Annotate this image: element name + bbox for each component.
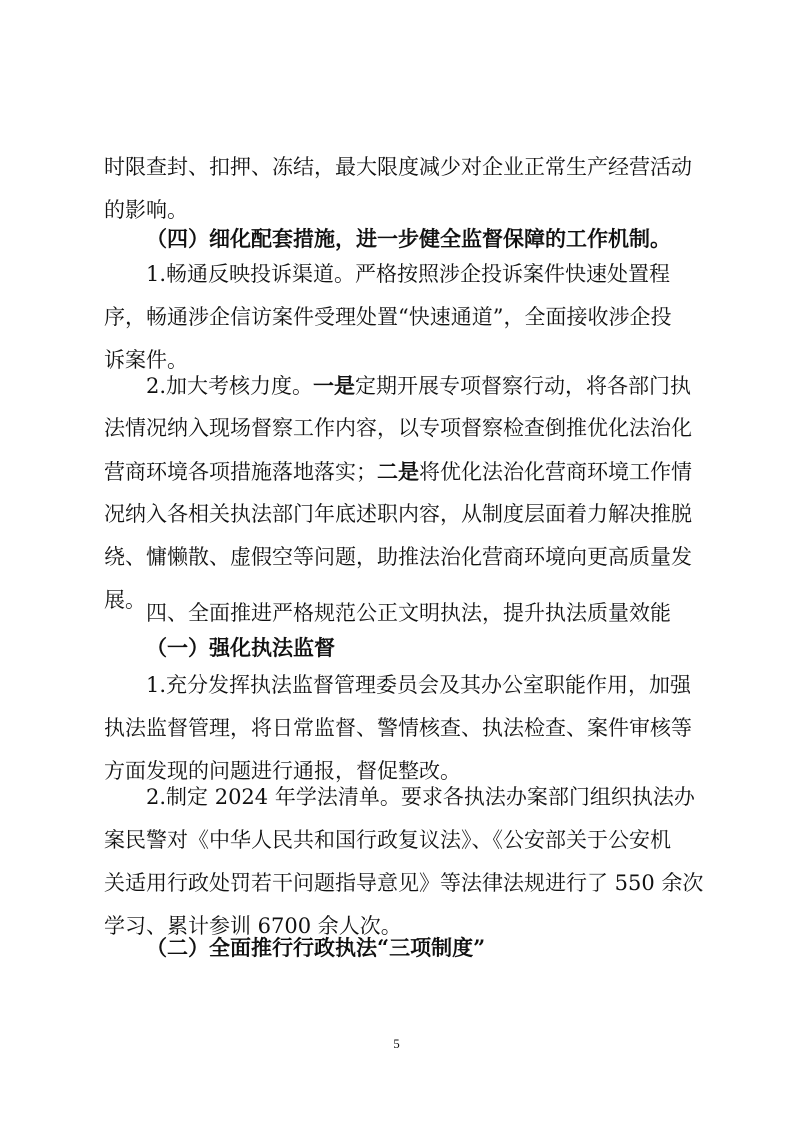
paragraph-study-list	[104, 776, 704, 948]
text-line: 绕、慵懒散、虚假空等问题，助推法治化营商环境向更高质量发	[104, 545, 692, 569]
text-line: 况纳入各相关执法部门年底述职内容，从制度层面着力解决推脱	[104, 502, 692, 526]
text-line	[104, 364, 694, 407]
text-line: 时限查封、扣押、冻结，最大限度减少对企业正常生产经营活动	[104, 155, 692, 179]
text-line: 学习、累计参训 6700 余人次。	[104, 914, 402, 938]
text-line: （二）全面推行行政执法“三项制度”	[146, 935, 486, 960]
text-line: 2.制定 2024 年学法清单。要求各执法办案部门组织执法办	[146, 785, 695, 809]
text-run: 2.加大考核力度。	[146, 374, 314, 398]
text-line	[104, 450, 694, 493]
text-line: 方面发现的问题进行通报，督促整改。	[104, 759, 461, 783]
text-line: 展。	[104, 588, 146, 612]
text-line: （一）强化执法监督	[146, 635, 335, 660]
paragraph-complaint-channel	[104, 253, 694, 382]
text-run: 营商环境各项措施落地落实；	[104, 460, 377, 484]
bold-marker-first: 一是	[313, 373, 356, 398]
text-line: 四、全面推进严格规范公正文明执法，提升执法质量效能	[146, 601, 671, 625]
page-number: 5	[393, 1036, 400, 1051]
text-line: 的影响。	[104, 198, 188, 222]
text-line: 关适用行政处罚若干问题指导意见》等法律法规进行了 550 余次	[104, 871, 704, 895]
bold-marker-second: 二是	[377, 459, 419, 484]
text-run: 定期开展专项督察行动，将各部门执	[355, 374, 692, 398]
text-run: 将优化法治化营商环境工作情	[419, 460, 692, 484]
text-line: （四）细化配套措施，进一步健全监督保障的工作机制。	[146, 226, 671, 251]
paragraph-assessment	[104, 364, 694, 622]
text-line: 执法监督管理，将日常监督、警情核查、执法检查、案件审核等	[104, 716, 692, 740]
text-line: 诉案件。	[104, 348, 188, 372]
text-line: 1.畅通反映投诉渠道。严格按照涉企投诉案件快速处置程	[146, 262, 671, 286]
subheading-two	[104, 926, 736, 969]
text-line: 序，畅通涉企信访案件受理处置“快速通道”，全面接收涉企投	[104, 305, 672, 329]
text-line: 法情况纳入现场督察工作内容，以专项督察检查倒推优化法治化	[104, 416, 692, 440]
text-line: 案民警对《中华人民共和国行政复议法》、《公安部关于公安机	[104, 828, 671, 852]
text-line: 1.充分发挥执法监督管理委员会及其办公室职能作用，加强	[146, 673, 692, 697]
paragraph-supervision	[104, 664, 694, 793]
subheading-one	[104, 626, 736, 669]
